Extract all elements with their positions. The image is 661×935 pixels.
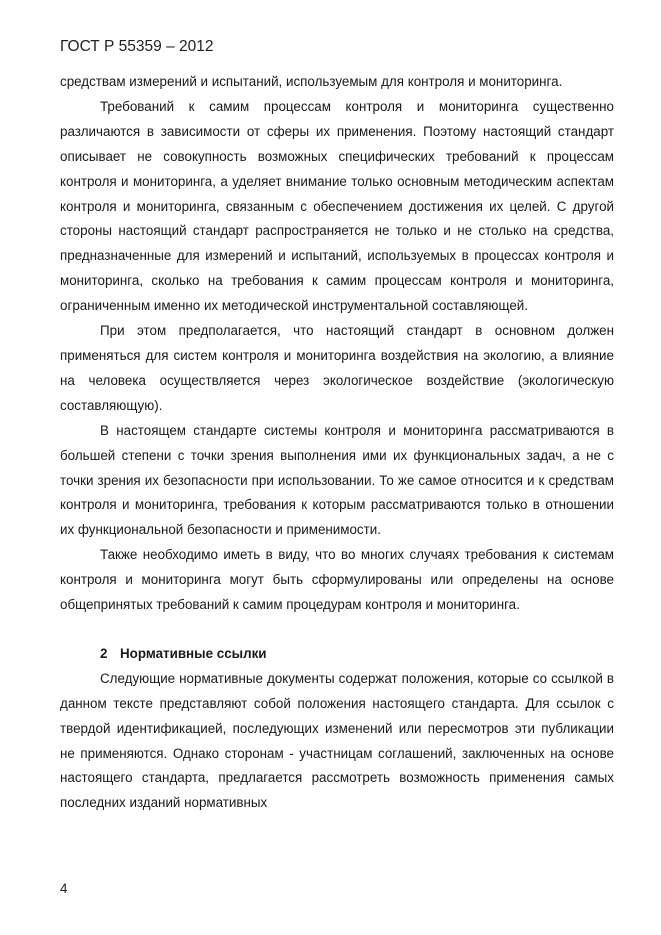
section-number: 2: [100, 645, 108, 661]
paragraph-general-requirements: Также необходимо иметь в виду, что во многих случаях требования к системам контроля и мониторинга могут быть сформулированы или определены на основе общепринятых требований к самим процедурам контроля и мониторинга.: [60, 547, 614, 613]
section-title: Нормативные ссылки: [120, 645, 267, 661]
paragraph-functional: В настоящем стандарте системы контроля и мониторинга рассматриваются в большей степени с точки зрения выполнения ими их функциональных задач, а не с точки зрения их безопасности при использовании. То же самое относится и к средствам контроля и мониторинга, требования к которым рассматриваются только в отношении их функциональной безопасности и применимости.: [60, 422, 614, 538]
document-body: [60, 70, 614, 816]
section-heading: [60, 642, 614, 667]
paragraph-requirements: Требований к самим процессам контроля и мониторинга существенно различаются в зависимости от сферы их применения. Поэтому настоящий стандарт описывает не совокупность возможных специфических требований к процессам контроля и мониторинга, а уделяет внимание только основным методическим аспектам контроля и мониторинга, связанным с обеспечением достижения их целей. С другой стороны настоящий стандарт распространяется не только и не столько на средства, предназначенные для измерений и испытаний, используемых в процессах контроля и мониторинга, сколько на требования к самим процессам контроля и мониторинга, ограниченным именно их методической инструментальной составляющей.: [60, 98, 614, 314]
paragraph-continuation: средствам измерений и испытаний, используемым для контроля и мониторинга.: [60, 74, 563, 89]
paragraph-ecology: При этом предполагается, что настоящий стандарт в основном должен применяться для систем контроля и мониторинга воздействия на экологию, а влияние на человека осуществляется через экологическое воздействие (экологическую составляющую).: [60, 323, 614, 413]
paragraph-normative-references: Следующие нормативные документы содержат положения, которые со ссылкой в данном тексте представляют собой положения настоящего стандарта. Для ссылок с твердой идентификацией, последующих изменений или пересмотров эти публикации не применяются. Однако сторонам - участницам соглашений, заключенных на основе настоящего стандарта, предлагается рассмотреть возможность применения самых последних изданий нормативных: [60, 670, 614, 811]
document-header: ГОСТ Р 55359 – 2012: [60, 38, 214, 55]
page-number: 4: [60, 881, 68, 896]
